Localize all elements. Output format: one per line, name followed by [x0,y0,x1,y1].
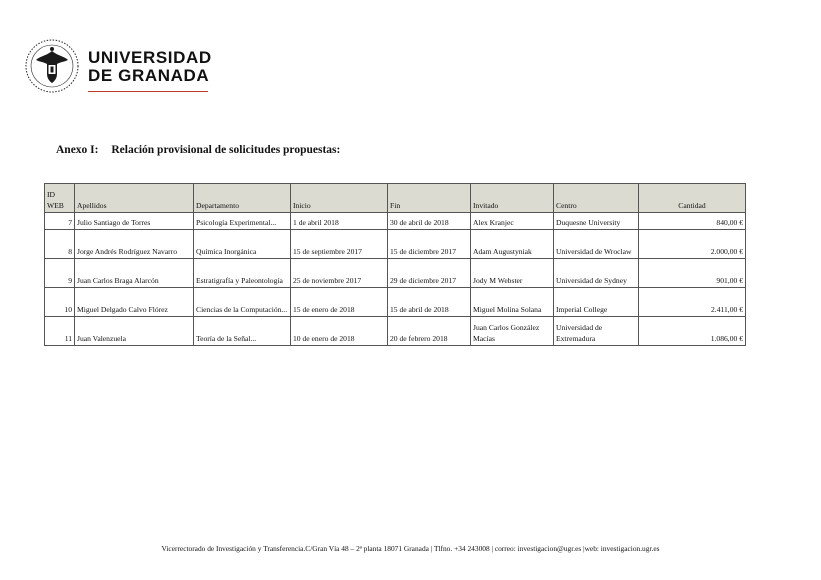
column-header-id: ID WEB [45,184,75,213]
cell-centro: Universidad de Wroclaw [554,230,639,259]
table-row [45,259,746,288]
page-title: Relación provisional de solicitudes propuestas: [111,144,341,156]
column-header-departamento: Departamento [194,184,291,213]
university-name [88,49,212,85]
cell-centro: Universidad de Sydney [554,259,639,288]
university-name-line1: UNIVERSIDAD [88,48,212,67]
column-header-inicio: Inicio [291,184,388,213]
cell-cantidad: 1.086,00 € [639,317,746,346]
cell-cantidad: 2.000,00 € [639,230,746,259]
column-header-invitado: Invitado [471,184,554,213]
cell-centro: Imperial College [554,288,639,317]
column-header-centro: Centro [554,184,639,213]
applications-table [44,183,746,346]
table-row [45,230,746,259]
cell-cantidad: 901,00 € [639,259,746,288]
cell-apellidos: Jorge Andrés Rodríguez Navarro [75,230,194,259]
cell-fin: 30 de abril de 2018 [388,213,471,230]
table-row [45,213,746,230]
cell-id: 10 [45,288,75,317]
table-header-row [45,184,746,213]
cell-invitado: Adam Augustyniak [471,230,554,259]
university-name-line2: DE GRANADA [88,66,210,85]
page-heading [56,144,340,156]
cell-invitado: Juan Carlos González Macías [471,317,554,346]
cell-apellidos: Miguel Delgado Calvo Flórez [75,288,194,317]
cell-departamento: Química Inorgánica [194,230,291,259]
cell-inicio: 15 de septiembre 2017 [291,230,388,259]
cell-inicio: 25 de noviembre 2017 [291,259,388,288]
cell-centro: Duquesne University [554,213,639,230]
cell-apellidos: Juan Valenzuela [75,317,194,346]
column-header-apellidos: Apellidos [75,184,194,213]
annex-label: Anexo I: [56,144,99,156]
cell-apellidos: Julio Santiago de Torres [75,213,194,230]
cell-departamento: Psicología Experimental... [194,213,291,230]
cell-id: 8 [45,230,75,259]
cell-id: 11 [45,317,75,346]
cell-fin: 20 de febrero 2018 [388,317,471,346]
cell-departamento: Teoría de la Señal... [194,317,291,346]
cell-inicio: 1 de abril 2018 [291,213,388,230]
cell-cantidad: 2.411,00 € [639,288,746,317]
university-logo [24,38,214,96]
cell-fin: 15 de abril de 2018 [388,288,471,317]
cell-invitado: Alex Kranjec [471,213,554,230]
logo-divider [88,91,208,92]
column-header-fin: Fin [388,184,471,213]
cell-invitado: Jody M Webster [471,259,554,288]
cell-apellidos: Juan Carlos Braga Alarcón [75,259,194,288]
page-footer: Vicerrectorado de Investigación y Transferencia.C/Gran Vía 48 – 2ª planta 18071 Granada | Tlfno. +34 243008 | correo: investigacion@ugr.es |web: investigacion.ugr.es [161,544,660,553]
cell-departamento: Ciencias de la Computación... [194,288,291,317]
cell-id: 9 [45,259,75,288]
column-header-cantidad: Cantidad [639,184,746,213]
cell-inicio: 10 de enero de 2018 [291,317,388,346]
cell-cantidad: 840,00 € [639,213,746,230]
cell-fin: 29 de diciembre 2017 [388,259,471,288]
cell-id: 7 [45,213,75,230]
cell-fin: 15 de diciembre 2017 [388,230,471,259]
table-row [45,288,746,317]
cell-departamento: Estratigrafía y Paleontología [194,259,291,288]
table-row [45,317,746,346]
university-seal-icon [24,38,80,94]
cell-invitado: Miguel Molina Solana [471,288,554,317]
cell-centro: Universidad de Extremadura [554,317,639,346]
cell-inicio: 15 de enero de 2018 [291,288,388,317]
